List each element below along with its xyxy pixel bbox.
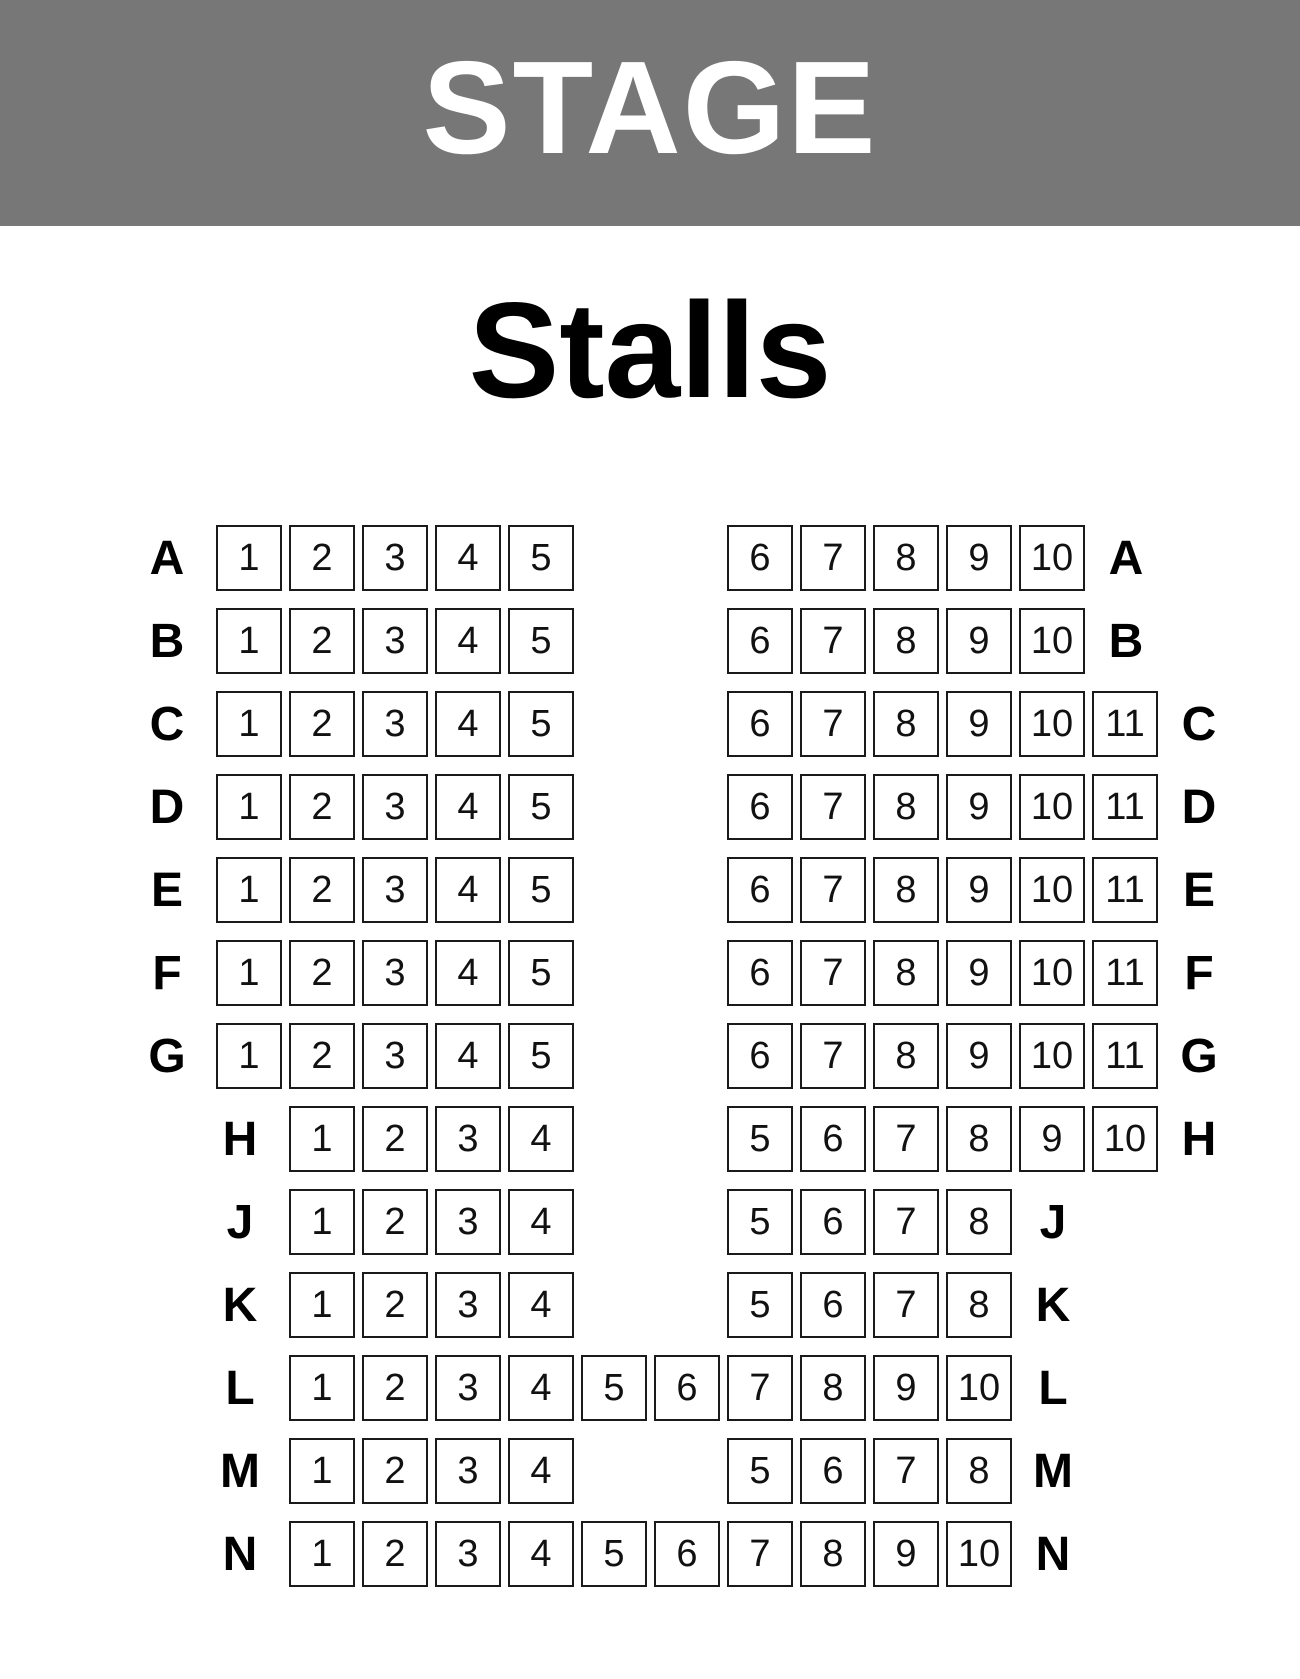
- seat-H-9[interactable]: 9: [1019, 1106, 1085, 1172]
- seat-C-4[interactable]: 4: [435, 691, 501, 757]
- seat-F-5[interactable]: 5: [508, 940, 574, 1006]
- seat-D-11[interactable]: 11: [1092, 774, 1158, 840]
- seat-D-6[interactable]: 6: [727, 774, 793, 840]
- seat-G-2[interactable]: 2: [289, 1023, 355, 1089]
- seat-E-6[interactable]: 6: [727, 857, 793, 923]
- seat-C-3[interactable]: 3: [362, 691, 428, 757]
- seat-E-7[interactable]: 7: [800, 857, 866, 923]
- seat-D-1[interactable]: 1: [216, 774, 282, 840]
- seat-F-10[interactable]: 10: [1019, 940, 1085, 1006]
- seat-E-2[interactable]: 2: [289, 857, 355, 923]
- seat-L-7[interactable]: 7: [727, 1355, 793, 1421]
- seat-B-9[interactable]: 9: [946, 608, 1012, 674]
- seat-N-2[interactable]: 2: [362, 1521, 428, 1587]
- seat-G-4[interactable]: 4: [435, 1023, 501, 1089]
- seat-L-4[interactable]: 4: [508, 1355, 574, 1421]
- seat-F-8[interactable]: 8: [873, 940, 939, 1006]
- seat-M-2[interactable]: 2: [362, 1438, 428, 1504]
- seat-A-5[interactable]: 5: [508, 525, 574, 591]
- seat-N-5[interactable]: 5: [581, 1521, 647, 1587]
- row-label-left-C: C: [149, 697, 185, 751]
- seat-L-2[interactable]: 2: [362, 1355, 428, 1421]
- seat-G-11[interactable]: 11: [1092, 1023, 1158, 1089]
- row-label-left-F: F: [152, 946, 182, 1000]
- seat-L-6[interactable]: 6: [654, 1355, 720, 1421]
- row-label-left-K: K: [222, 1278, 258, 1332]
- seat-E-11[interactable]: 11: [1092, 857, 1158, 923]
- seat-A-2[interactable]: 2: [289, 525, 355, 591]
- seat-K-1[interactable]: 1: [289, 1272, 355, 1338]
- seat-A-7[interactable]: 7: [800, 525, 866, 591]
- seat-E-3[interactable]: 3: [362, 857, 428, 923]
- seat-C-5[interactable]: 5: [508, 691, 574, 757]
- row-label-right-K: K: [1035, 1278, 1071, 1332]
- seat-C-6[interactable]: 6: [727, 691, 793, 757]
- seat-F-1[interactable]: 1: [216, 940, 282, 1006]
- seat-D-5[interactable]: 5: [508, 774, 574, 840]
- seat-L-1[interactable]: 1: [289, 1355, 355, 1421]
- seat-G-10[interactable]: 10: [1019, 1023, 1085, 1089]
- seat-B-7[interactable]: 7: [800, 608, 866, 674]
- seat-K-5[interactable]: 5: [727, 1272, 793, 1338]
- seat-J-4[interactable]: 4: [508, 1189, 574, 1255]
- seat-D-2[interactable]: 2: [289, 774, 355, 840]
- seat-B-10[interactable]: 10: [1019, 608, 1085, 674]
- seat-N-1[interactable]: 1: [289, 1521, 355, 1587]
- seat-B-1[interactable]: 1: [216, 608, 282, 674]
- seat-H-4[interactable]: 4: [508, 1106, 574, 1172]
- seat-M-4[interactable]: 4: [508, 1438, 574, 1504]
- row-label-right-L: L: [1038, 1361, 1068, 1415]
- seat-N-9[interactable]: 9: [873, 1521, 939, 1587]
- seat-H-6[interactable]: 6: [800, 1106, 866, 1172]
- seat-J-7[interactable]: 7: [873, 1189, 939, 1255]
- seat-C-7[interactable]: 7: [800, 691, 866, 757]
- seat-A-6[interactable]: 6: [727, 525, 793, 591]
- seat-E-5[interactable]: 5: [508, 857, 574, 923]
- row-label-left-G: G: [148, 1029, 186, 1083]
- row-label-right-M: M: [1033, 1444, 1073, 1498]
- row-label-left-B: B: [149, 614, 185, 668]
- seat-G-1[interactable]: 1: [216, 1023, 282, 1089]
- seat-A-10[interactable]: 10: [1019, 525, 1085, 591]
- row-label-right-J: J: [1039, 1195, 1067, 1249]
- seat-A-9[interactable]: 9: [946, 525, 1012, 591]
- seat-J-2[interactable]: 2: [362, 1189, 428, 1255]
- seat-A-8[interactable]: 8: [873, 525, 939, 591]
- seat-E-1[interactable]: 1: [216, 857, 282, 923]
- seat-K-4[interactable]: 4: [508, 1272, 574, 1338]
- seat-H-3[interactable]: 3: [435, 1106, 501, 1172]
- seat-F-11[interactable]: 11: [1092, 940, 1158, 1006]
- seat-B-3[interactable]: 3: [362, 608, 428, 674]
- seat-M-7[interactable]: 7: [873, 1438, 939, 1504]
- row-label-right-N: N: [1035, 1527, 1071, 1581]
- seat-M-3[interactable]: 3: [435, 1438, 501, 1504]
- seat-A-4[interactable]: 4: [435, 525, 501, 591]
- seat-H-2[interactable]: 2: [362, 1106, 428, 1172]
- seat-N-7[interactable]: 7: [727, 1521, 793, 1587]
- seat-L-8[interactable]: 8: [800, 1355, 866, 1421]
- row-label-left-E: E: [150, 863, 183, 917]
- seat-H-8[interactable]: 8: [946, 1106, 1012, 1172]
- seat-C-10[interactable]: 10: [1019, 691, 1085, 757]
- seat-G-6[interactable]: 6: [727, 1023, 793, 1089]
- row-label-left-H: H: [222, 1112, 258, 1166]
- seat-G-3[interactable]: 3: [362, 1023, 428, 1089]
- seat-M-6[interactable]: 6: [800, 1438, 866, 1504]
- seat-E-9[interactable]: 9: [946, 857, 1012, 923]
- row-label-right-C: C: [1181, 697, 1217, 751]
- seat-C-2[interactable]: 2: [289, 691, 355, 757]
- seat-L-5[interactable]: 5: [581, 1355, 647, 1421]
- row-label-right-D: D: [1181, 780, 1217, 834]
- seat-J-1[interactable]: 1: [289, 1189, 355, 1255]
- seat-F-4[interactable]: 4: [435, 940, 501, 1006]
- seat-G-9[interactable]: 9: [946, 1023, 1012, 1089]
- row-label-right-E: E: [1182, 863, 1215, 917]
- seat-J-3[interactable]: 3: [435, 1189, 501, 1255]
- seat-A-1[interactable]: 1: [216, 525, 282, 591]
- section-title: Stalls: [468, 274, 832, 426]
- seat-E-4[interactable]: 4: [435, 857, 501, 923]
- seat-M-8[interactable]: 8: [946, 1438, 1012, 1504]
- row-label-right-B: B: [1108, 614, 1144, 668]
- row-label-left-M: M: [220, 1444, 260, 1498]
- seat-C-8[interactable]: 8: [873, 691, 939, 757]
- row-label-left-A: A: [149, 531, 185, 585]
- seat-B-6[interactable]: 6: [727, 608, 793, 674]
- seat-C-11[interactable]: 11: [1092, 691, 1158, 757]
- seat-N-6[interactable]: 6: [654, 1521, 720, 1587]
- row-label-right-H: H: [1181, 1112, 1217, 1166]
- seat-C-9[interactable]: 9: [946, 691, 1012, 757]
- seat-H-1[interactable]: 1: [289, 1106, 355, 1172]
- seat-G-5[interactable]: 5: [508, 1023, 574, 1089]
- row-label-left-D: D: [149, 780, 185, 834]
- seat-J-8[interactable]: 8: [946, 1189, 1012, 1255]
- seat-D-9[interactable]: 9: [946, 774, 1012, 840]
- seat-L-9[interactable]: 9: [873, 1355, 939, 1421]
- seat-H-7[interactable]: 7: [873, 1106, 939, 1172]
- seat-B-8[interactable]: 8: [873, 608, 939, 674]
- seat-K-6[interactable]: 6: [800, 1272, 866, 1338]
- seat-N-10[interactable]: 10: [946, 1521, 1012, 1587]
- row-label-right-G: G: [1180, 1029, 1218, 1083]
- row-label-right-F: F: [1184, 946, 1214, 1000]
- row-label-right-A: A: [1108, 531, 1144, 585]
- seat-G-7[interactable]: 7: [800, 1023, 866, 1089]
- seat-K-3[interactable]: 3: [435, 1272, 501, 1338]
- seat-L-3[interactable]: 3: [435, 1355, 501, 1421]
- seat-M-1[interactable]: 1: [289, 1438, 355, 1504]
- row-label-left-L: L: [225, 1361, 255, 1415]
- seat-K-8[interactable]: 8: [946, 1272, 1012, 1338]
- seat-D-7[interactable]: 7: [800, 774, 866, 840]
- seat-D-4[interactable]: 4: [435, 774, 501, 840]
- seat-B-5[interactable]: 5: [508, 608, 574, 674]
- seat-F-9[interactable]: 9: [946, 940, 1012, 1006]
- seat-B-2[interactable]: 2: [289, 608, 355, 674]
- row-label-left-N: N: [222, 1527, 258, 1581]
- seat-L-10[interactable]: 10: [946, 1355, 1012, 1421]
- seat-F-6[interactable]: 6: [727, 940, 793, 1006]
- seat-M-5[interactable]: 5: [727, 1438, 793, 1504]
- seat-N-8[interactable]: 8: [800, 1521, 866, 1587]
- seat-C-1[interactable]: 1: [216, 691, 282, 757]
- seat-F-7[interactable]: 7: [800, 940, 866, 1006]
- seat-J-5[interactable]: 5: [727, 1189, 793, 1255]
- row-label-left-J: J: [226, 1195, 254, 1249]
- seat-H-10[interactable]: 10: [1092, 1106, 1158, 1172]
- seat-F-3[interactable]: 3: [362, 940, 428, 1006]
- seat-F-2[interactable]: 2: [289, 940, 355, 1006]
- seat-D-10[interactable]: 10: [1019, 774, 1085, 840]
- seat-B-4[interactable]: 4: [435, 608, 501, 674]
- seat-D-8[interactable]: 8: [873, 774, 939, 840]
- seat-N-3[interactable]: 3: [435, 1521, 501, 1587]
- seat-E-10[interactable]: 10: [1019, 857, 1085, 923]
- stage-label: STAGE: [422, 34, 878, 181]
- seat-E-8[interactable]: 8: [873, 857, 939, 923]
- seat-G-8[interactable]: 8: [873, 1023, 939, 1089]
- seat-J-6[interactable]: 6: [800, 1189, 866, 1255]
- seat-D-3[interactable]: 3: [362, 774, 428, 840]
- seat-K-7[interactable]: 7: [873, 1272, 939, 1338]
- seat-K-2[interactable]: 2: [362, 1272, 428, 1338]
- seat-N-4[interactable]: 4: [508, 1521, 574, 1587]
- seat-A-3[interactable]: 3: [362, 525, 428, 591]
- seat-H-5[interactable]: 5: [727, 1106, 793, 1172]
